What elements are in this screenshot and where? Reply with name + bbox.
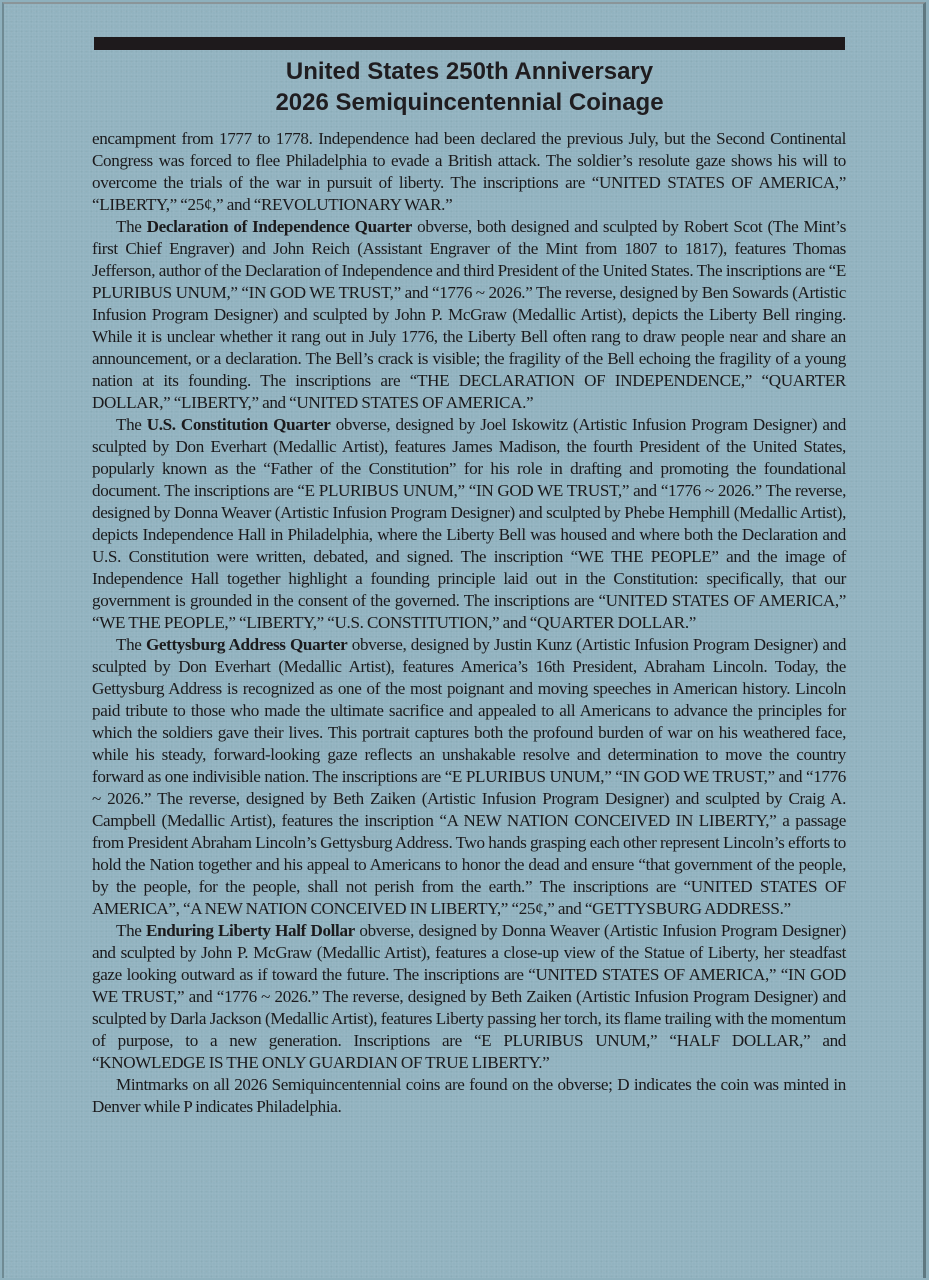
paragraph-lead: The [116,921,147,940]
paragraph-continuation [92,128,846,216]
paragraph-text: obverse, designed by Joel Iskowitz (Artistic Infusion Program Designer) and sculpted by Don Everhart (Medallic Artist), features James Madison, the fourth President of the United States, popularly known as the “Father of the Constitution” for his role in drafting and promoting the foundational document. The inscriptions are “E PLURIBUS UNUM,” “IN GOD WE TRUST,” and “1776 ~ 2026.” The reverse, designed by Donna Weaver (Artistic Infusion Program Designer) and sculpted by Phebe Hemphill (Medallic Artist), depicts Independence Hall in Philadelphia, where the Liberty Bell was housed and where both the Declaration and U.S. Constitution were written, debated, and signed. The inscription “WE THE PEOPLE” and the image of Independence Hall together highlight a founding principle laid out in the Constitution: specifically, that our government is grounded in the consent of the governed. The inscriptions are “UNITED STATES OF AMERICA,” “WE THE PEOPLE,” “LIBERTY,” “U.S. CONSTITUTION,” and “QUARTER DOLLAR.” [92,415,846,632]
paragraph-text: obverse, both designed and sculpted by Robert Scot (The Mint’s first Chief Engraver) and John Reich (Assistant Engraver of the Mint from 1807 to 1817), features Thomas Jefferson, author of the Declaration of Independence and third President of the United States. The inscriptions are “E PLURIBUS UNUM,” “IN GOD WE TRUST,” and “1776 ~ 2026.” The reverse, designed by Ben Sowards (Artistic Infusion Program Designer) and sculpted by John P. McGraw (Medallic Artist), depicts the Liberty Bell ringing. While it is unclear whether it rang out in July 1776, the Liberty Bell often rang to draw people near and share an announcement, or a declaration. The Bell’s crack is visible; the fragility of the Bell echoing the fragility of a young nation at its founding. The inscriptions are “THE DECLARATION OF INDEPENDENCE,” “QUARTER DOLLAR,” “LIBERTY,” and “UNITED STATES OF AMERICA.” [92,217,847,412]
coin-name: Declaration of Independence Quarter [146,217,413,236]
paragraph-lead: The [116,635,146,654]
coin-name: Gettysburg Address Quarter [145,635,348,654]
coin-name: U.S. Constitution Quarter [146,415,331,434]
paragraph-text: obverse, designed by Justin Kunz (Artistic Infusion Program Designer) and sculpted by Don Everhart (Medallic Artist), features America’s 16th President, Abraham Lincoln. Today, the Gettysburg Address is recognized as one of the most poignant and moving speeches in American history. Lincoln paid tribute to those who made the ultimate sacrifice and appealed to all Americans to advance the principles for which the soldiers gave their lives. This portrait captures both the profound burden of war on his weathered face, while his steady, forward-looking gaze reflects an unshakable resolve and determination to move the country forward as one indivisible nation. The inscriptions are “E PLURIBUS UNUM,” “IN GOD WE TRUST,” and “1776 ~ 2026.” The reverse, designed by Beth Zaiken (Artistic Infusion Program Designer) and sculpted by Craig A. Campbell (Medallic Artist), features the inscription “A NEW NATION CONCEIVED IN LIBERTY,” a passage from President Abraham Lincoln’s Gettysburg Address. Two hands grasping each other represent Lincoln’s efforts to hold the Nation together and his appeal to Americans to honor the dead and ensure “that government of the people, by the people, for the people, shall not perish from the earth.” The inscriptions are “UNITED STATES OF AMERICA”, “A NEW NATION CONCEIVED IN LIBERTY,” “25¢,” and “GETTYSBURG ADDRESS.” [92,635,847,918]
page-title [94,56,845,118]
paragraph-text: encampment from 1777 to 1778. Independence had been declared the previous July, but the Second Continental Congress was forced to flee Philadelphia to evade a British attack. The soldier’s resolute gaze shows his will to overcome the trials of the war in pursuit of liberty. The inscriptions are “UNITED STATES OF AMERICA,” “LIBERTY,” “25¢,” and “REVOLUTIONARY WAR.” [92,129,846,214]
paragraph-constitution-quarter [92,414,846,634]
paragraph-text: obverse, designed by Donna Weaver (Artistic Infusion Program Designer) and sculpted by John P. McGraw (Medallic Artist), features a close-up view of the Statue of Liberty, her steadfast gaze looking outward as if toward the future. The inscriptions are “UNITED STATES OF AMERICA,” “IN GOD WE TRUST,” and “1776 ~ 2026.” The reverse, designed by Beth Zaiken (Artistic Infusion Program Designer) and sculpted by Darla Jackson (Medallic Artist), features Liberty passing her torch, its flame trailing with the momentum of purpose, to a new generation. Inscriptions are “E PLURIBUS UNUM,” “HALF DOLLAR,” and “KNOWLEDGE IS THE ONLY GUARDIAN OF TRUE LIBERTY.” [92,921,847,1072]
paragraph-mintmarks [92,1074,846,1118]
article-body [92,128,846,1118]
title-line-1: United States 250th Anniversary [285,58,654,85]
paragraph-lead: The [116,217,147,236]
paragraph-declaration-quarter [92,216,846,414]
coin-name: Enduring Liberty Half Dollar [146,921,355,940]
paragraph-text: Mintmarks on all 2026 Semiquincentennial coins are found on the obverse; D indicates the coin was minted in Denver while P indicates Philadelphia. [92,1075,846,1116]
paragraph-lead: The [116,415,147,434]
document-page [2,2,926,1278]
paragraph-gettysburg-quarter [92,634,846,920]
paragraph-half-dollar [92,920,846,1074]
header-rule [94,37,845,50]
title-line-2: 2026 Semiquincentennial Coinage [275,89,664,116]
